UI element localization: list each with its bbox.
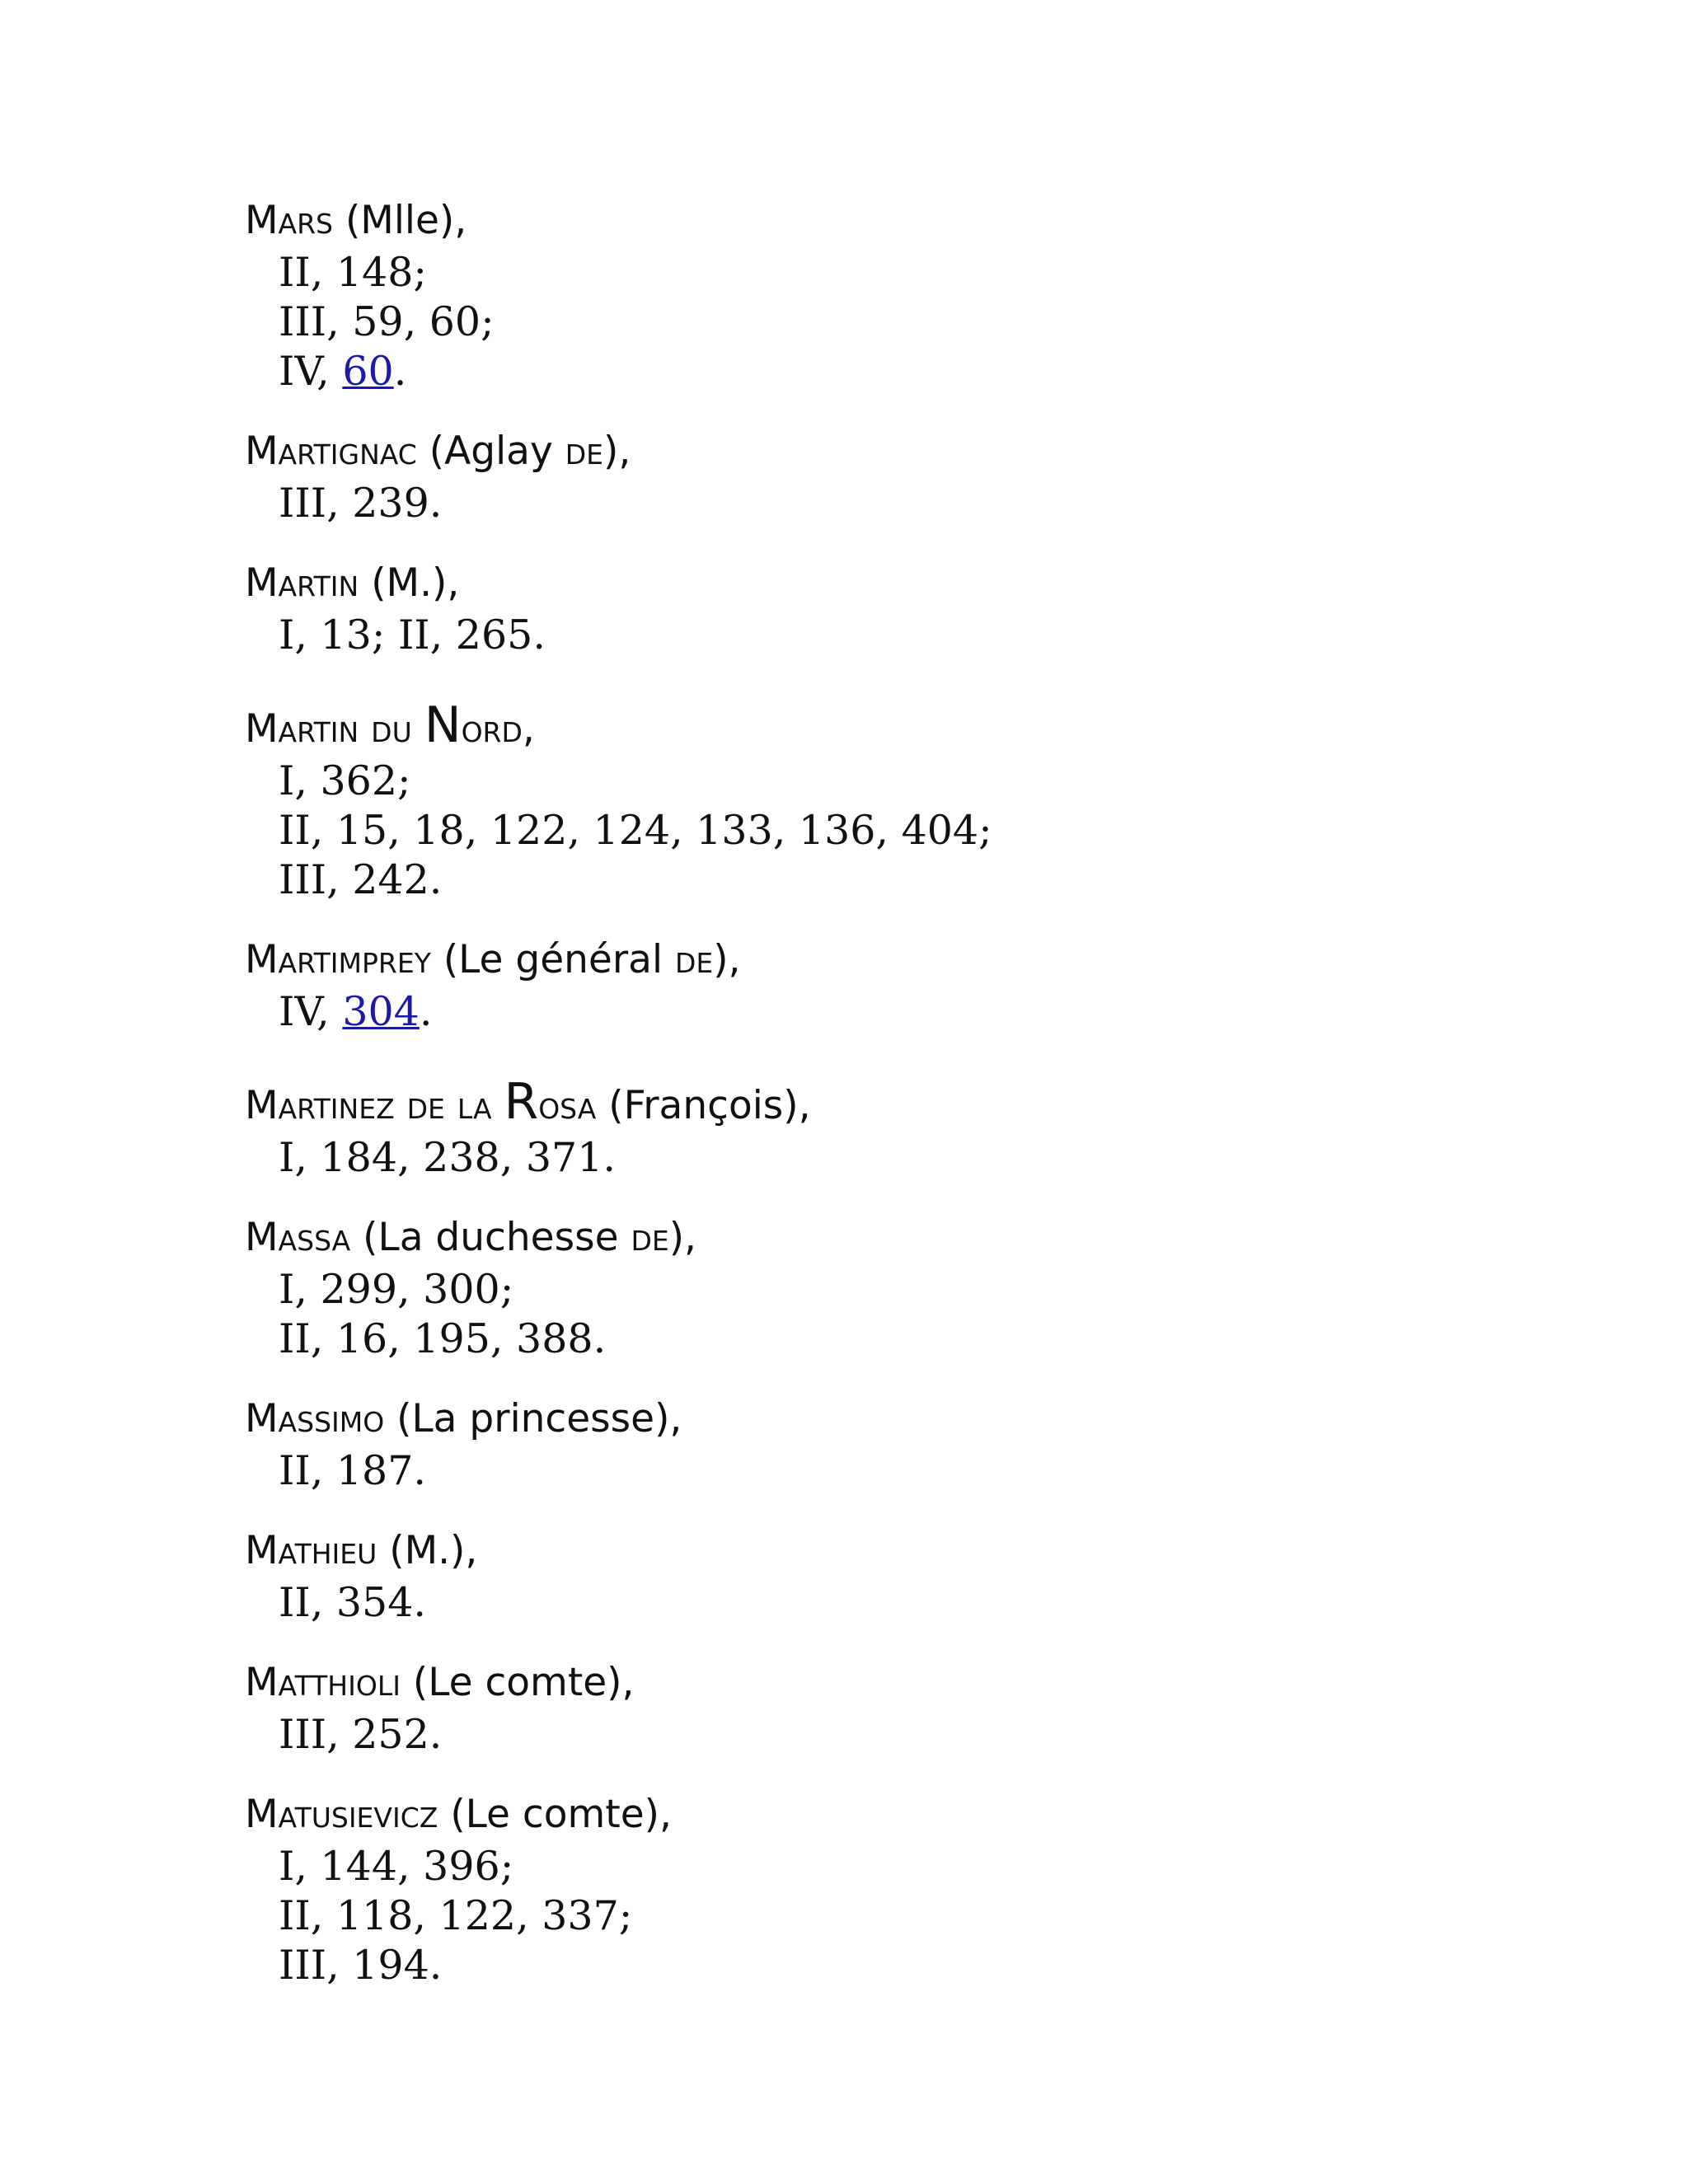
entry-references [245,479,1481,528]
entry-heading [245,1075,1481,1133]
entry-qualifier: (La duchesse [363,1215,631,1260]
reference-line: II, 15, 18, 122, 124, 133, 136, 404; [279,807,992,854]
entry-references [245,1578,1481,1628]
reference-line: II, 16, 195, 388. [279,1315,607,1362]
entry-references [245,1710,1481,1760]
entry-particle: de [631,1215,669,1260]
entry-name [245,1073,597,1131]
reference-line: I, 13; II, 265. [279,612,546,658]
reference-punct: . [419,988,433,1035]
reference-volume: IV, [279,348,343,395]
reference-line: I, 299, 300; [279,1266,514,1313]
entry-references [245,1265,1481,1364]
reference-line: II, 187. [279,1447,426,1494]
entry-name-initial: R [504,1073,539,1131]
entry-qualifier-end: ), [603,429,631,474]
index-entry [245,424,1481,528]
reference-volume: IV, [279,988,343,1035]
index-entry [245,1524,1481,1628]
entry-heading [245,933,1481,987]
index-column [245,194,1481,2018]
entry-qualifier: (M.), [371,560,460,606]
reference-line: III, 194. [279,1942,443,1989]
reference-line: III, 59, 60; [279,298,495,345]
entry-name [245,696,523,754]
reference-line: III, 239. [279,480,443,527]
index-entry [245,1392,1481,1496]
entry-heading [245,1524,1481,1578]
entry-name-part: ord [461,706,523,752]
index-entry [245,1075,1481,1183]
entry-name-part: Martin du [245,706,424,752]
entry-references [245,1446,1481,1496]
entry-heading [245,698,1481,757]
reference-line: II, 118, 122, 337; [279,1892,633,1939]
page-link[interactable]: 60 [342,348,394,395]
entry-references [245,757,1481,905]
entry-name: Massa [245,1215,351,1260]
reference-line: II, 148; [279,249,427,296]
entry-heading [245,1392,1481,1446]
entry-heading [245,194,1481,248]
index-entry [245,556,1481,660]
entry-qualifier: (François), [608,1083,811,1128]
index-entry [245,1211,1481,1364]
index-entry [245,1788,1481,1990]
reference-line: I, 362; [279,757,411,804]
entry-qualifier: (Le général [443,937,675,982]
page-link[interactable]: 304 [342,988,420,1035]
entry-qualifier: (La princesse), [396,1396,682,1441]
entry-qualifier: (Aglay [429,429,565,474]
entry-name: Mars [245,198,334,243]
reference-line [279,347,1481,396]
entry-qualifier: (M.), [389,1528,478,1573]
reference-line: III, 252. [279,1711,443,1758]
entry-qualifier: , [522,706,535,752]
entry-references [245,987,1481,1037]
entry-references [245,1133,1481,1183]
entry-name: Matusievicz [245,1792,438,1837]
entry-name: Martignac [245,429,417,474]
index-entry [245,933,1481,1037]
reference-line: I, 144, 396; [279,1843,514,1890]
entry-name-part: Martinez de la [245,1083,504,1128]
entry-heading [245,1211,1481,1265]
index-entry [245,1656,1481,1760]
entry-name: Martin [245,560,359,606]
reference-line: I, 184, 238, 371. [279,1134,616,1181]
entry-particle: de [565,429,603,474]
entry-name: Mathieu [245,1528,377,1573]
index-entry [245,698,1481,905]
entry-qualifier: (Le comte), [412,1660,635,1705]
entry-references [245,611,1481,660]
entry-heading [245,1656,1481,1710]
entry-references [245,248,1481,396]
reference-line [279,987,1481,1037]
entry-heading [245,424,1481,479]
entry-name: Massimo [245,1396,385,1441]
entry-particle: de [674,937,714,982]
entry-name: Matthioli [245,1660,401,1705]
entry-qualifier: (Le comte), [450,1792,672,1837]
entry-name-part: osa [538,1083,597,1128]
entry-qualifier: (Mlle), [345,198,467,243]
entry-name-initial: N [424,696,462,754]
reference-line: II, 354. [279,1579,426,1626]
reference-line: III, 242. [279,856,443,903]
index-entry [245,194,1481,396]
entry-heading [245,556,1481,611]
entry-qualifier-end: ), [668,1215,696,1260]
entry-name: Martimprey [245,937,431,982]
reference-punct: . [393,348,407,395]
entry-heading [245,1788,1481,1842]
entry-qualifier-end: ), [713,937,741,982]
entry-references [245,1842,1481,1990]
